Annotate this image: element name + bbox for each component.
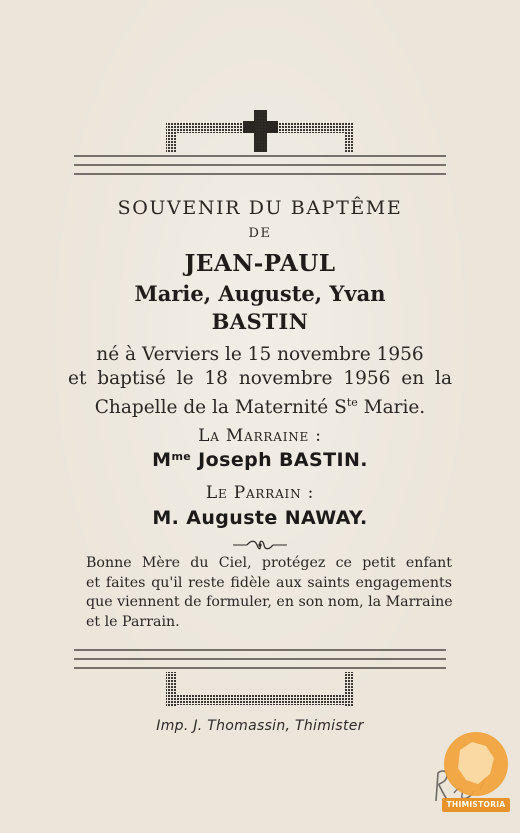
prayer-line: Bonne Mère du Ciel, protégez ce petit enfant	[86, 555, 452, 571]
chapel-line: Chapelle de la Maternité $S^{te}$ Marie.	[94, 396, 426, 419]
dotted-ornament-bottom	[0, 644, 520, 710]
godfather-name: M. Auguste NAWAY.	[152, 507, 368, 529]
godfather-label: Le Parrain :	[205, 483, 315, 503]
cross-ornament-top	[0, 108, 520, 180]
watermark-brand: THIMISTORIA	[446, 800, 506, 809]
prayer-line: et le Parrain.	[86, 613, 180, 630]
swash-ornament-icon	[231, 538, 289, 552]
godmother-name: $M^{me}$ Joseph BASTIN.	[152, 449, 368, 471]
cross-icon	[243, 110, 278, 152]
child-middle-names: Marie, Auguste, Yvan	[134, 281, 386, 306]
child-first-name: JEAN-PAUL	[184, 250, 336, 277]
prayer-line: que viennent de formuler, en son nom, la Marraine	[86, 594, 453, 610]
card-heading: SOUVENIR DU BAPTÊME	[117, 197, 403, 219]
birth-baptism-text	[68, 343, 452, 420]
prayer-text	[86, 554, 452, 632]
printer-imprint: Imp. J. Thomassin, Thimister	[156, 718, 364, 734]
child-surname: BASTIN	[211, 309, 309, 334]
card-de: DE	[248, 226, 272, 241]
baptism-line: et baptisé le 18 novembre 1956 en la	[68, 368, 452, 389]
birth-line: né à Verviers le 15 novembre 1956	[96, 344, 424, 365]
prayer-line: et faites qu'il reste fidèle aux saints engagements	[86, 574, 452, 591]
godmother-label: La Marraine :	[198, 426, 322, 446]
